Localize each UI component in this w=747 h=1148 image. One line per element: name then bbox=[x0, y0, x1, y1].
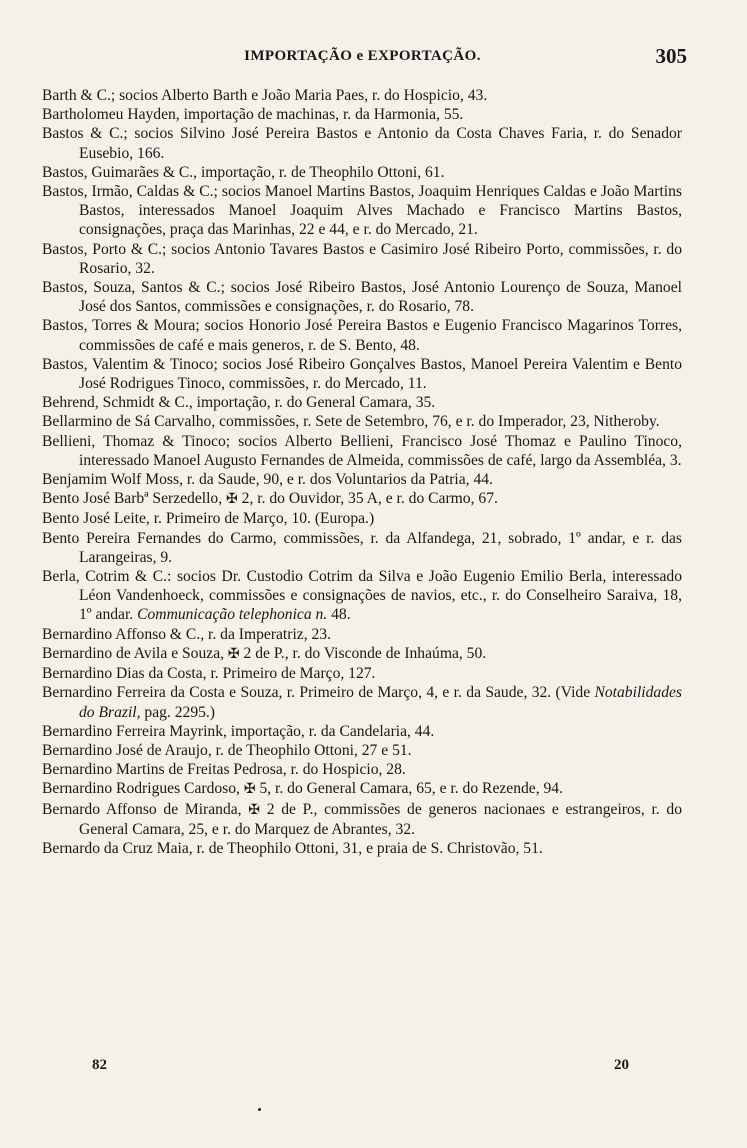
print-speck bbox=[258, 1108, 261, 1111]
directory-entry bbox=[42, 86, 682, 105]
entry-text: Berla, Cotrim & C.: socios Dr. Custodio Cotrim da Silva e João Eugenio Emilio Berla, interessado Léon Vandenhoeck, commissões e consignações de navios, etc., r. do Conselheiro Saraiva, 18, 1º andar. bbox=[42, 568, 682, 624]
entry-text: Bellieni, Thomaz & Tinoco; socios Alberto Bellieni, Francisco José Thomaz e Paulino Tinoco, interessado Manoel Augusto Fernandes de Almeida, commissões de café, largo da Assembléa, 3. bbox=[42, 432, 682, 469]
directory-entry bbox=[42, 644, 682, 664]
directory-entry bbox=[42, 278, 682, 316]
entry-text: Bernardino Affonso & C., r. da Imperatriz, 23. bbox=[42, 625, 332, 643]
entry-text: Barth & C.; socios Alberto Barth e João Maria Paes, r. do Hospicio, 43. bbox=[42, 87, 488, 104]
entry-text: Bernardino Dias da Costa, r. Primeiro de Março, 127. bbox=[42, 665, 376, 683]
entry-text: Bernardino Ferreira da Costa e Souza, r. Primeiro de Março, 4, e r. da Saude, 32. (Vide bbox=[42, 684, 595, 702]
directory-entries bbox=[42, 86, 682, 858]
entry-text: Bastos, Guimarães & C., importação, r. de Theophilo Ottoni, 61. bbox=[42, 163, 445, 181]
directory-entry bbox=[42, 163, 682, 182]
sheet-number: 20 bbox=[614, 1057, 629, 1073]
directory-entry bbox=[42, 412, 682, 431]
directory-entry bbox=[42, 240, 682, 278]
directory-entry bbox=[42, 182, 682, 240]
entry-text: 2, r. do Ouvidor, 35 A, e r. do Carmo, 67. bbox=[237, 490, 498, 508]
entry-text: Bento José Leite, r. Primeiro de Março, 10. (Europa.) bbox=[42, 510, 375, 528]
entry-text: Bernardino Ferreira Mayrink, importação, r. da Candelaria, 44. bbox=[42, 722, 435, 740]
directory-entry bbox=[42, 393, 682, 412]
entry-text: Bernardino de Avila e Souza, bbox=[42, 644, 228, 662]
directory-entry bbox=[42, 316, 682, 354]
directory-entry bbox=[42, 470, 682, 489]
entry-text: Bento José Barbª Serzedello, bbox=[42, 490, 227, 508]
directory-entry bbox=[42, 741, 682, 760]
page-number: 305 bbox=[655, 44, 687, 68]
entry-text: Bastos, Torres & Moura; socios Honorio José Pereira Bastos e Eugenio Francisco Magarinos Torres, commissões de café e mais generos, r. de S. Bento, 48. bbox=[42, 317, 682, 354]
directory-entry bbox=[42, 800, 682, 839]
entry-text: Bastos, Souza, Santos & C.; socios José Ribeiro Bastos, José Antonio Lourenço de Souza, Manoel José dos Santos, commissões e consignações, r. do Rosario, 78. bbox=[42, 279, 682, 316]
entry-text: Bernardo da Cruz Maia, r. de Theophilo Ottoni, 31, e praia de S. Christovão, 51. bbox=[42, 839, 543, 857]
signature-mark: 82 bbox=[92, 1057, 107, 1073]
directory-entry bbox=[42, 124, 682, 162]
entry-text: 2 de P., r. do Visconde de Inhaúma, 50. bbox=[239, 644, 487, 662]
directory-entry bbox=[42, 664, 682, 683]
directory-entry bbox=[42, 529, 682, 567]
directory-entry bbox=[42, 432, 682, 470]
running-title: IMPORTAÇÃO e EXPORTAÇÃO. bbox=[244, 48, 481, 64]
entry-text: 48. bbox=[327, 606, 351, 624]
entry-text: pag. 2295.) bbox=[140, 703, 216, 721]
directory-entry bbox=[42, 760, 682, 779]
directory-entry bbox=[42, 355, 682, 393]
entry-text: Bartholomeu Hayden, importação de machinas, r. da Harmonia, 55. bbox=[42, 106, 464, 124]
entry-text: Bento Pereira Fernandes do Carmo, commissões, r. da Alfandega, 21, sobrado, 1º andar, e r. das Larangeiras, 9. bbox=[42, 529, 682, 566]
entry-text: Bastos & C.; socios Silvino José Pereira Bastos e Antonio da Costa Chaves Faria, r. do Senador Eusebio, 166. bbox=[42, 125, 682, 162]
entry-text: Bellarmino de Sá Carvalho, commissões, r. Sete de Setembro, 76, e r. do Imperador, 23, Nitheroby. bbox=[42, 413, 660, 431]
entry-text: Bernardo Affonso de Miranda, bbox=[42, 800, 249, 818]
entry-text: Communicação telephonica n. bbox=[137, 606, 328, 624]
directory-entry bbox=[42, 779, 682, 799]
directory-entry bbox=[42, 567, 682, 625]
directory-entry bbox=[42, 625, 682, 644]
entry-text: Bastos, Porto & C.; socios Antonio Tavares Bastos e Casimiro José Ribeiro Porto, commissões, r. do Rosario, 32. bbox=[42, 240, 682, 277]
entry-text: Bernardino Martins de Freitas Pedrosa, r. do Hospicio, 28. bbox=[42, 761, 406, 779]
cross-symbol-icon: ✠ bbox=[243, 782, 256, 798]
directory-entry bbox=[42, 489, 682, 509]
entry-text: Notabilidades do Brazil, bbox=[79, 684, 682, 721]
entry-text: Bernardino José de Araujo, r. de Theophilo Ottoni, 27 e 51. bbox=[42, 741, 412, 759]
entry-text: Bastos, Irmão, Caldas & C.; socios Manoel Martins Bastos, Joaquim Henriques Caldas e João Martins Bastos, interessados Manoel Joaquim Alves Machado e Francisco Martins Bastos, consignações, praça das Marinhas, 22 e 44, e r. do Mercado, 21. bbox=[42, 183, 682, 239]
cross-symbol-icon: ✠ bbox=[227, 646, 240, 662]
directory-entry bbox=[42, 683, 682, 721]
entry-text: 2 de P., commissões de generos nacionaes e estrangeiros, r. do General Camara, 25, e r. do Marquez de Abrantes, 32. bbox=[79, 800, 682, 838]
cross-symbol-icon: ✠ bbox=[226, 492, 238, 508]
directory-entry bbox=[42, 722, 682, 741]
cross-symbol-icon: ✠ bbox=[248, 802, 261, 818]
directory-entry bbox=[42, 509, 682, 528]
entry-text: Bastos, Valentim & Tinoco; socios José Ribeiro Gonçalves Bastos, Manoel Pereira Valentim e Bento José Rodrigues Tinoco, commissões, r. do Mercado, 11. bbox=[42, 355, 682, 393]
entry-text: 5, r. do General Camara, 65, e r. do Rezende, 94. bbox=[255, 780, 564, 798]
page-header bbox=[38, 44, 687, 72]
entry-text: Bernardino Rodrigues Cardoso, bbox=[42, 780, 244, 798]
directory-entry bbox=[42, 839, 682, 858]
entry-text: Behrend, Schmidt & C., importação, r. do General Camara, 35. bbox=[42, 394, 436, 412]
entry-text: Benjamim Wolf Moss, r. da Saude, 90, e r. dos Voluntarios da Patria, 44. bbox=[42, 471, 493, 489]
directory-entry bbox=[42, 105, 682, 124]
